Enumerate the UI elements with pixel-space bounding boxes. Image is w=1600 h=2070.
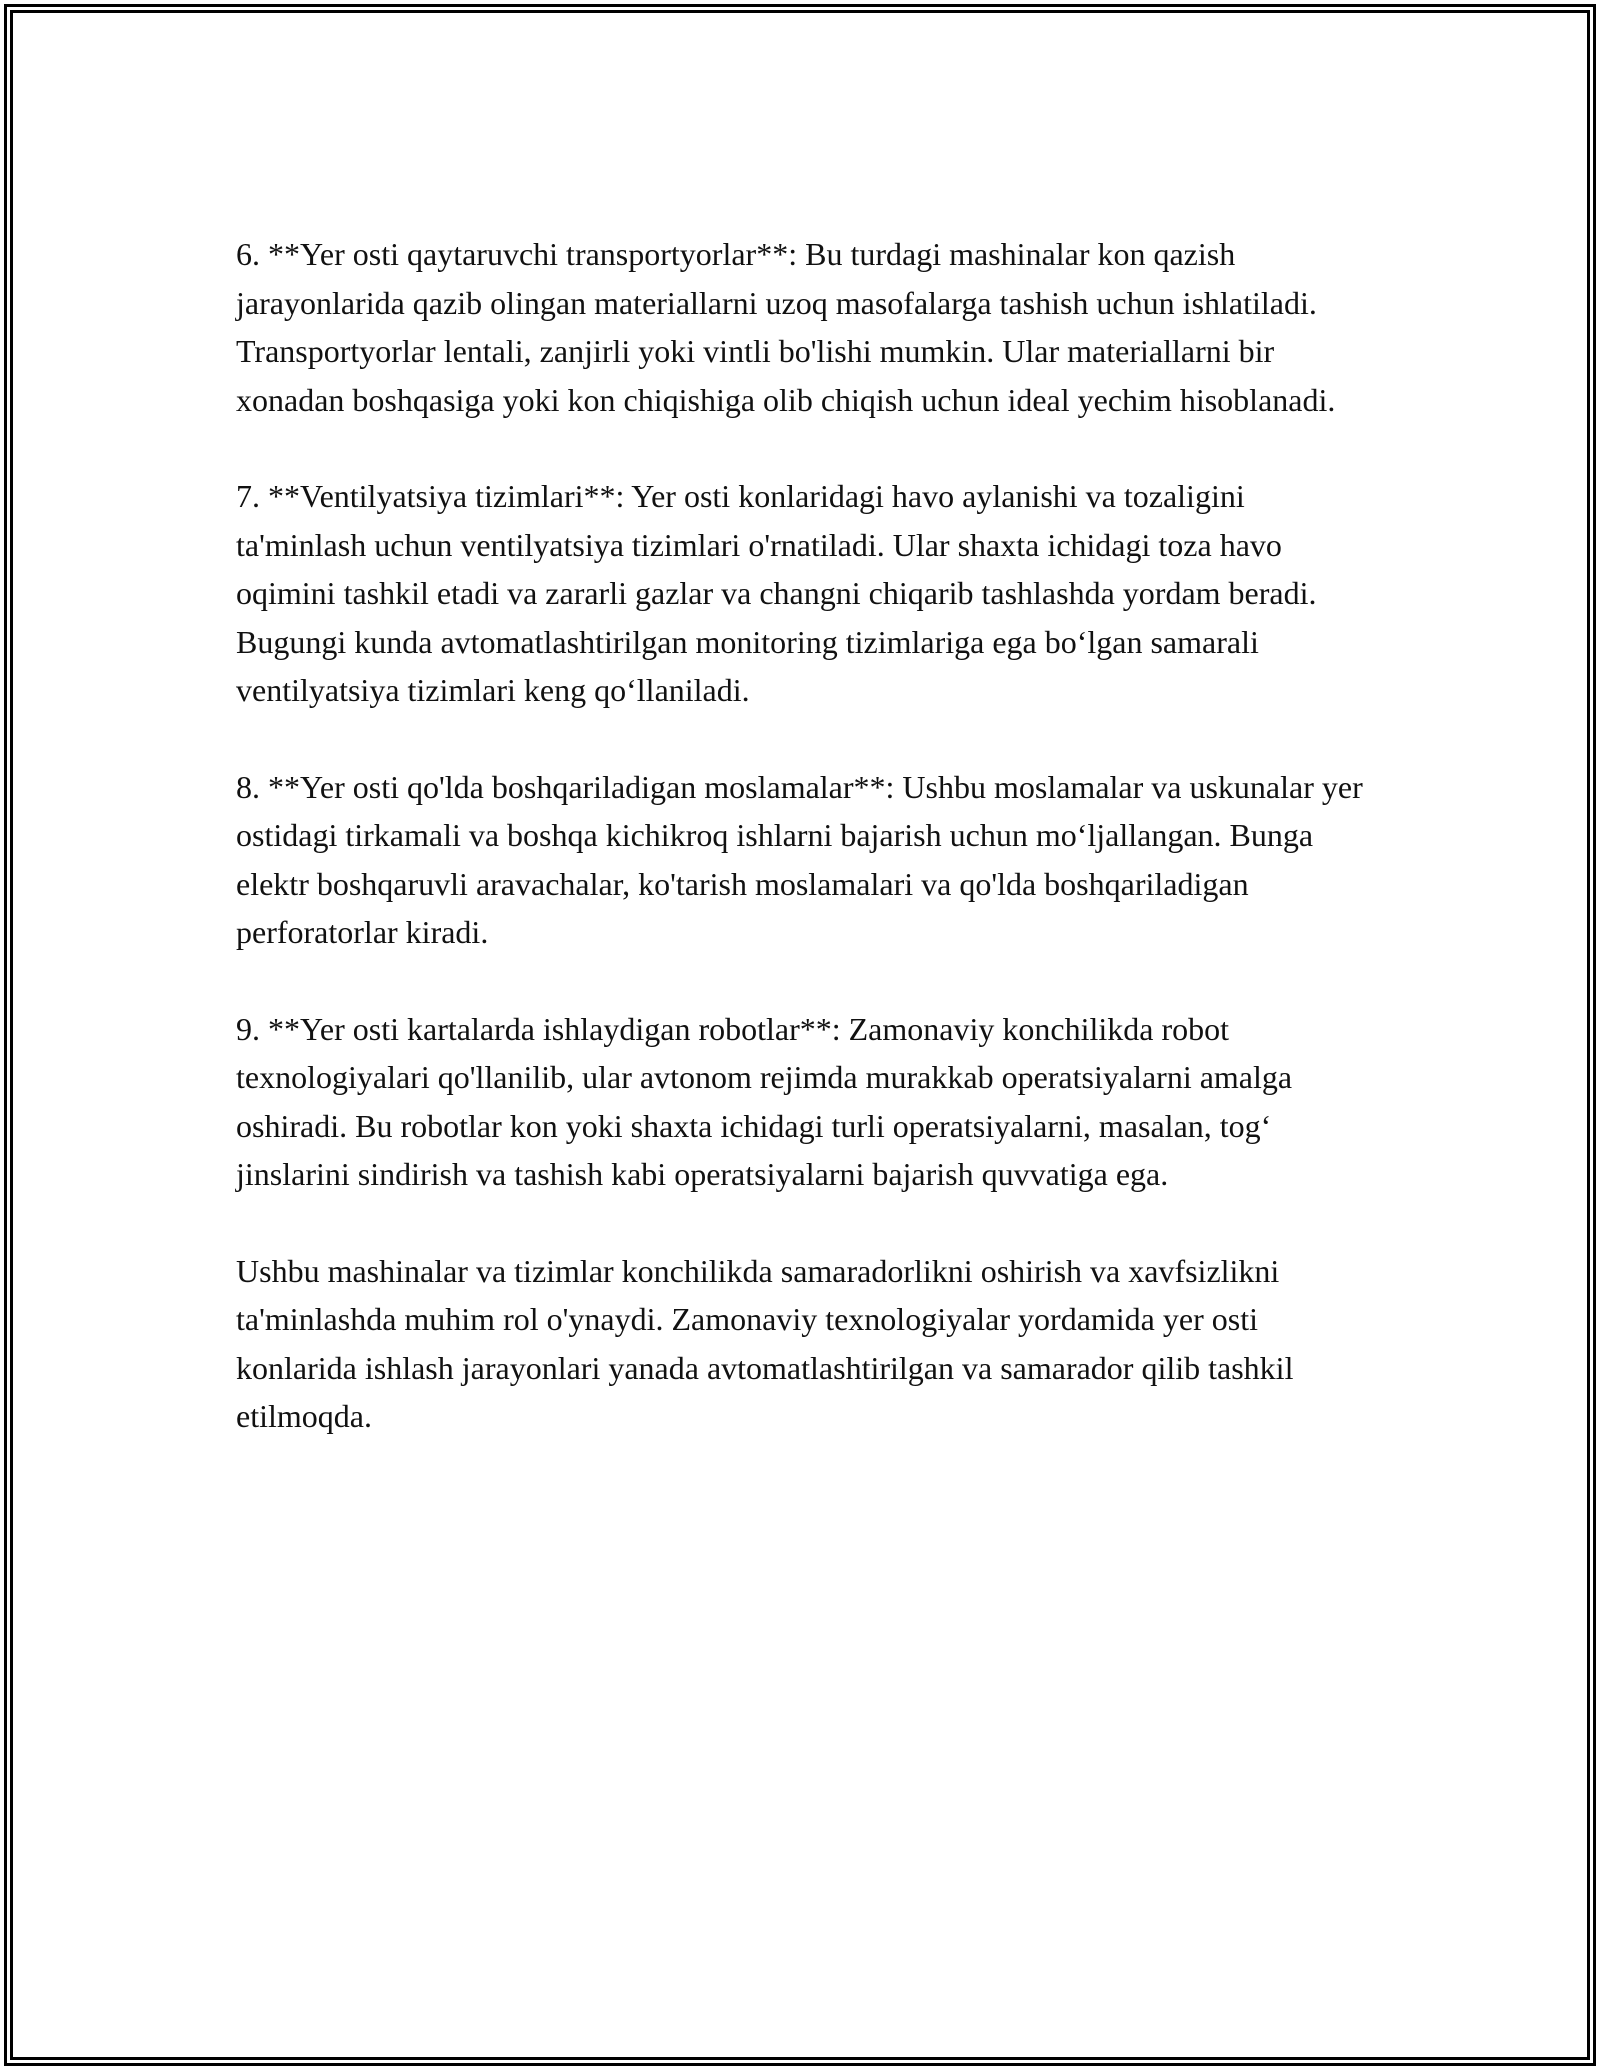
paragraph-item-9: 9. **Yer osti kartalarda ishlaydigan robotlar**: Zamonaviy konchilikda robot texnologiyalari qo'llanilib, ular avtonom rejimda murakkab operatsiyalarni amalga oshiradi. Bu robotlar kon yoki shaxta ichidagi turli operatsiyalarni, masalan, tog‘ jinslarini sindirish va tashish kabi operatsiyalarni bajarish quvvatiga ega.: [236, 1010, 1293, 1192]
document-body: [236, 230, 1376, 1441]
paragraph-conclusion: Ushbu mashinalar va tizimlar konchilikda samaradorlikni oshirish va xavfsizlikni ta'minlashda muhim rol o'ynaydi. Zamonaviy texnologiyalar yordamida yer osti konlarida ishlash jarayonlari yanada avtomatlashtirilgan va samarador qilib tashkil etilmoqda.: [236, 1252, 1294, 1434]
paragraph-item-8: 8. **Yer osti qo'lda boshqariladigan moslamalar**: Ushbu moslamalar va uskunalar yer ostidagi tirkamali va boshqa kichikroq ishlarni bajarish uchun mo‘ljallangan. Bunga elektr boshqaruvli aravachalar, ko'tarish moslamalari va qo'lda boshqariladigan perforatorlar kiradi.: [236, 768, 1363, 950]
paragraph-item-6: 6. **Yer osti qaytaruvchi transportyorlar**: Bu turdagi mashinalar kon qazish jarayonlarida qazib olingan materiallarni uzoq masofalarga tashish uchun ishlatiladi. Transportyorlar lentali, zanjirli yoki vintli bo'lishi mumkin. Ular materiallarni bir xonadan boshqasiga yoki kon chiqishiga olib chiqish uchun ideal yechim hisoblanadi.: [236, 236, 1336, 418]
paragraph-item-7: 7. **Ventilyatsiya tizimlari**: Yer osti konlaridagi havo aylanishi va tozaligini ta'minlash uchun ventilyatsiya tizimlari o'rnatiladi. Ular shaxta ichidagi toza havo oqimini tashkil etadi va zararli gazlar va changni chiqarib tashlashda yordam beradi. Bugungi kunda avtomatlashtirilgan monitoring tizimlariga ega bo‘lgan samarali ventilyatsiya tizimlari keng qo‘llaniladi.: [236, 478, 1317, 708]
